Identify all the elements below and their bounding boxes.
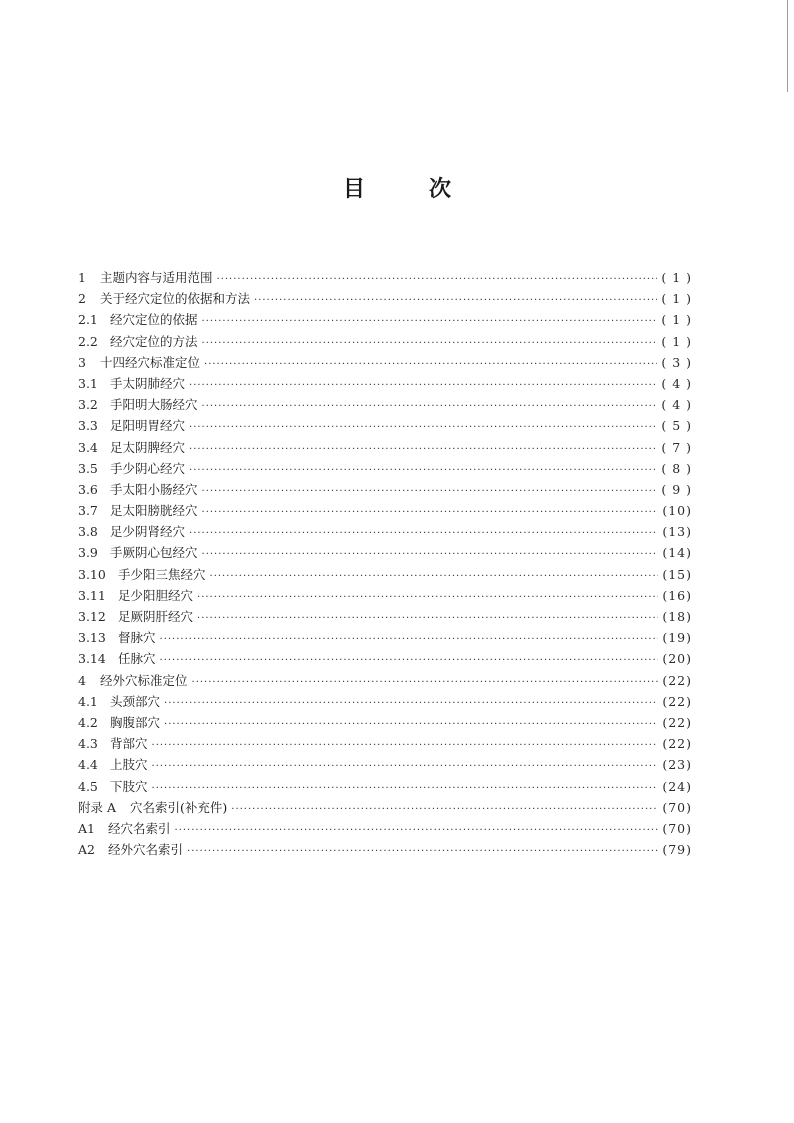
toc-page-number: (16) [662, 587, 692, 603]
toc-leader-dots [189, 523, 658, 544]
toc-entry-3-13[interactable] [78, 627, 692, 648]
toc-leader-dots [202, 311, 658, 332]
toc-title: 经穴定位的依据 [110, 312, 198, 328]
toc-page-number: (24) [662, 778, 692, 794]
toc-title: 手太阳小肠经穴 [110, 481, 198, 497]
toc-entry-3-6[interactable] [78, 479, 692, 500]
toc-leader-dots [152, 735, 659, 756]
toc-page-number: (22) [662, 714, 692, 730]
toc-page-number: (15) [662, 566, 692, 582]
toc-leader-dots [189, 439, 657, 460]
toc-entry-3-11[interactable] [78, 585, 692, 606]
toc-page-number: (14) [662, 545, 692, 561]
page-title [0, 172, 794, 203]
toc-leader-dots [160, 650, 659, 671]
toc-page-number: (20) [662, 651, 692, 667]
toc-leader-dots [192, 672, 659, 693]
toc-entry-appendix-a[interactable] [78, 797, 692, 818]
toc-entry-3[interactable] [78, 352, 692, 373]
toc-number: 3.10 [78, 566, 106, 582]
toc-number: 4.4 [78, 757, 98, 773]
toc-leader-dots [189, 460, 657, 481]
toc-number: 1 [78, 270, 86, 285]
toc-page-number: ( 7 ) [661, 439, 692, 455]
toc-entry-3-7[interactable] [78, 500, 692, 521]
toc-number: A1 [78, 820, 95, 836]
toc-title: 背部穴 [110, 736, 148, 752]
toc-leader-dots [152, 778, 659, 799]
toc-title: 手少阴心经穴 [110, 460, 186, 476]
toc-title: 胸腹部穴 [110, 714, 161, 730]
toc-title: 督脉穴 [118, 630, 156, 646]
toc-number: 4.3 [78, 736, 98, 752]
toc-leader-dots [164, 693, 658, 714]
toc-entry-2-1[interactable] [78, 309, 692, 330]
toc-title: 经外穴名索引 [108, 842, 184, 858]
toc-page-number: ( 4 ) [661, 375, 692, 391]
toc-page-number: ( 1 ) [661, 333, 692, 349]
toc-leader-dots [197, 608, 658, 629]
toc-title: 足太阳膀胱经穴 [110, 503, 198, 519]
toc-page-number: (22) [662, 693, 692, 709]
toc-entry-1[interactable] [78, 267, 692, 288]
toc-page-number: ( 1 ) [661, 270, 692, 285]
toc-page-number: (19) [662, 630, 692, 646]
toc-number: 3 [78, 354, 86, 370]
toc-number: 2 [78, 291, 86, 307]
title-char-2: 次 [429, 177, 452, 202]
toc-number: 3.13 [78, 630, 106, 646]
toc-number: 3.7 [78, 503, 98, 519]
toc-title: 任脉穴 [118, 651, 156, 667]
toc-leader-dots [202, 396, 658, 417]
table-of-contents [78, 267, 692, 860]
scan-edge-line [787, 0, 788, 92]
toc-entry-3-12[interactable] [78, 606, 692, 627]
toc-page-number: ( 8 ) [661, 460, 692, 476]
toc-title: 足厥阴肝经穴 [118, 609, 194, 624]
toc-title: 头颈部穴 [110, 693, 161, 709]
toc-number: 3.1 [78, 375, 98, 391]
toc-page-number: (70) [662, 799, 692, 815]
toc-number: 3.3 [78, 418, 98, 434]
toc-number: 3.9 [78, 545, 98, 561]
toc-page-number: ( 1 ) [661, 312, 692, 328]
toc-entry-3-8[interactable] [78, 521, 692, 542]
toc-entry-3-10[interactable] [78, 564, 692, 585]
toc-title: 经外穴标准定位 [100, 672, 188, 688]
toc-page-number: (23) [662, 757, 692, 773]
toc-page-number: (10) [662, 503, 692, 519]
toc-title: 经穴定位的方法 [110, 333, 198, 349]
toc-leader-dots [254, 290, 657, 311]
toc-title: 足少阴肾经穴 [110, 524, 186, 540]
toc-entry-2[interactable] [78, 288, 692, 309]
toc-page-number: ( 9 ) [661, 481, 692, 497]
toc-number: 2.1 [78, 312, 98, 328]
toc-number: 3.8 [78, 524, 98, 540]
toc-leader-dots [164, 714, 658, 735]
toc-page-number: (70) [662, 820, 692, 836]
toc-page-number: (18) [662, 609, 692, 624]
toc-title: 手少阳三焦经穴 [118, 566, 206, 582]
toc-page-number: (22) [662, 672, 692, 688]
toc-title: 下肢穴 [110, 778, 148, 794]
toc-title: 足少阳胆经穴 [118, 587, 194, 603]
toc-entry-4[interactable] [78, 670, 692, 691]
toc-leader-dots [197, 587, 658, 608]
toc-page-number: ( 1 ) [661, 291, 692, 307]
toc-entry-a1[interactable] [78, 818, 692, 839]
toc-leader-dots [187, 841, 658, 862]
toc-number: 4.2 [78, 714, 98, 730]
toc-page-number: ( 4 ) [661, 397, 692, 413]
toc-page-number: ( 3 ) [661, 354, 692, 370]
toc-title: 手太阴肺经穴 [110, 375, 186, 391]
toc-number: 4 [78, 672, 86, 688]
toc-number: 3.12 [78, 609, 106, 624]
toc-entry-3-9[interactable] [78, 542, 692, 563]
toc-entry-a2[interactable] [78, 839, 692, 860]
toc-leader-dots [175, 820, 659, 841]
title-char-1: 目 [342, 177, 365, 202]
toc-entry-3-4[interactable] [78, 437, 692, 458]
toc-number: 附录 A [78, 799, 117, 815]
toc-number: 4.5 [78, 778, 98, 794]
toc-entry-4-2[interactable] [78, 712, 692, 733]
toc-number: 3.5 [78, 460, 98, 476]
toc-title: 穴名索引(补充件) [130, 799, 228, 815]
toc-leader-dots [217, 269, 658, 290]
toc-title: 十四经穴标准定位 [100, 354, 201, 370]
toc-number: A2 [78, 842, 95, 858]
toc-number: 3.6 [78, 481, 98, 497]
toc-leader-dots [202, 502, 659, 523]
toc-leader-dots [160, 629, 659, 650]
toc-leader-dots [202, 544, 659, 565]
toc-entry-4-4[interactable] [78, 754, 692, 775]
toc-leader-dots [231, 799, 658, 820]
toc-number: 3.4 [78, 439, 98, 455]
toc-leader-dots [152, 756, 659, 777]
toc-title: 足太阴脾经穴 [110, 439, 186, 455]
toc-title: 主题内容与适用范围 [100, 270, 213, 285]
toc-number: 3.2 [78, 397, 98, 413]
toc-title: 经穴名索引 [108, 820, 171, 836]
toc-title: 足阳明胃经穴 [110, 418, 186, 434]
toc-leader-dots [189, 417, 657, 438]
toc-title: 手阳明大肠经穴 [110, 397, 198, 413]
toc-leader-dots [189, 375, 657, 396]
toc-title: 关于经穴定位的依据和方法 [100, 291, 251, 307]
toc-entry-4-1[interactable] [78, 691, 692, 712]
toc-leader-dots [202, 481, 658, 502]
toc-number: 3.11 [78, 587, 106, 603]
toc-entry-3-3[interactable] [78, 415, 692, 436]
toc-entry-3-14[interactable] [78, 648, 692, 669]
toc-entry-4-3[interactable] [78, 733, 692, 754]
toc-page-number: (79) [662, 842, 692, 858]
toc-leader-dots [210, 566, 659, 587]
toc-page-number: (13) [662, 524, 692, 540]
toc-page-number: (22) [662, 736, 692, 752]
toc-entry-2-2[interactable] [78, 331, 692, 352]
toc-number: 2.2 [78, 333, 98, 349]
toc-leader-dots [204, 354, 657, 375]
toc-title: 上肢穴 [110, 757, 148, 773]
toc-number: 4.1 [78, 693, 98, 709]
toc-leader-dots [202, 333, 658, 354]
toc-entry-3-2[interactable] [78, 394, 692, 415]
toc-number: 3.14 [78, 651, 106, 667]
toc-entry-3-5[interactable] [78, 458, 692, 479]
toc-page-number: ( 5 ) [661, 418, 692, 434]
toc-entry-4-5[interactable] [78, 776, 692, 797]
toc-entry-3-1[interactable] [78, 373, 692, 394]
toc-title: 手厥阴心包经穴 [110, 545, 198, 561]
